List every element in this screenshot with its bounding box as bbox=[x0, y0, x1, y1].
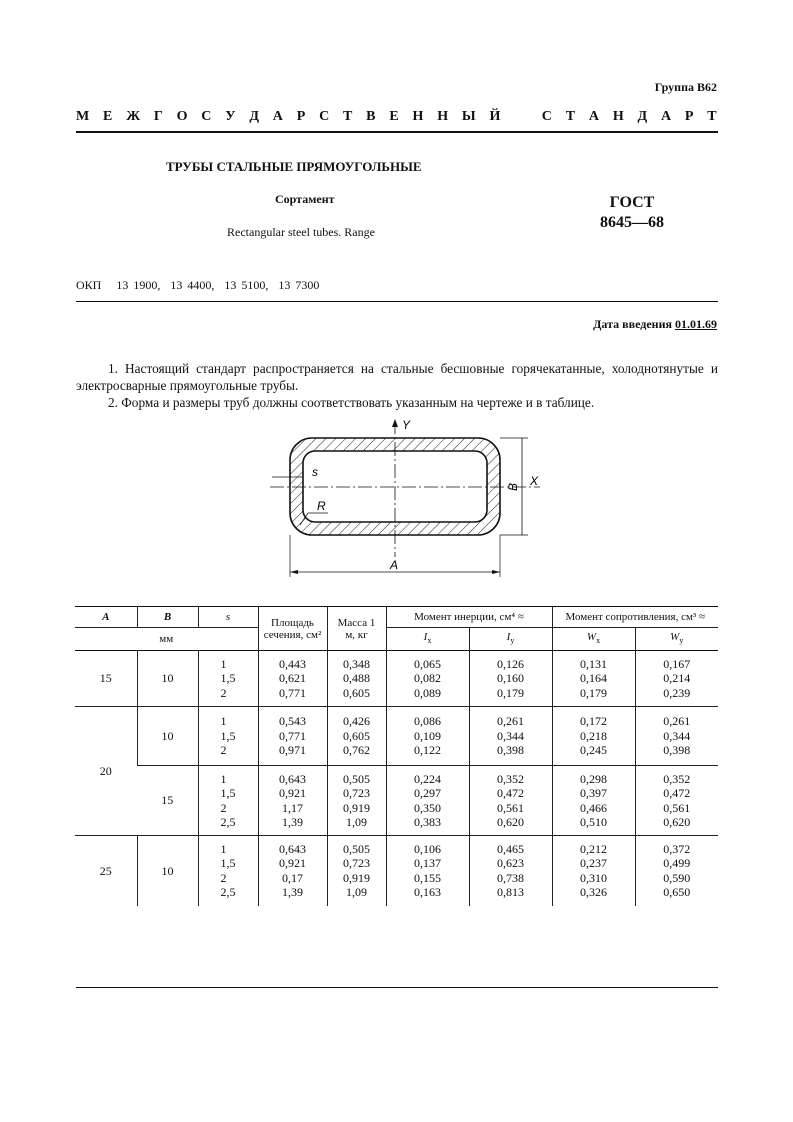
heading-letter: А bbox=[588, 109, 599, 124]
cell-mass: 0,505 0,723 0,919 1,09 bbox=[327, 766, 386, 836]
english-title: Rectangular steel tubes. Range bbox=[227, 225, 375, 239]
heading-letter: Р bbox=[296, 109, 306, 124]
cell-ix: 0,224 0,297 0,350 0,383 bbox=[386, 766, 469, 836]
cell-wx: 0,298 0,397 0,466 0,510 bbox=[552, 766, 635, 836]
cell-s: 1 1,5 2 bbox=[198, 651, 258, 707]
heading-letter: Й bbox=[489, 109, 501, 124]
heading-letter: Р bbox=[684, 109, 694, 124]
cell-wy: 0,372 0,499 0,590 0,650 bbox=[635, 836, 718, 906]
table-row bbox=[75, 836, 718, 906]
header-area: Площадь сечения, см² bbox=[258, 607, 327, 651]
heading-letter: Ж bbox=[126, 109, 141, 124]
dimensions-table bbox=[75, 606, 718, 906]
cell-iy: 0,126 0,160 0,179 bbox=[469, 651, 552, 707]
header-a: A bbox=[102, 611, 110, 623]
group-code: Группа В62 bbox=[654, 80, 717, 94]
gost-code: 8645—68 bbox=[600, 214, 664, 231]
cell-iy: 0,352 0,472 0,561 0,620 bbox=[469, 766, 552, 836]
heading-letter: Т bbox=[343, 109, 353, 124]
cell-b: 15 bbox=[137, 766, 198, 836]
heading-letter: Н bbox=[612, 109, 624, 124]
cell-a: 20 bbox=[99, 763, 112, 778]
gost-label: ГОСТ bbox=[609, 194, 655, 211]
cell-wy: 0,261 0,344 0,398 bbox=[635, 707, 718, 766]
cell-mass: 0,426 0,605 0,762 bbox=[327, 707, 386, 766]
heading-letter: Н bbox=[437, 109, 449, 124]
cell-ix: 0,065 0,082 0,089 bbox=[386, 651, 469, 707]
header-inertia: Момент инерции, см⁴ ≈ bbox=[386, 607, 552, 628]
paragraph-1: 1. Настоящий стандарт распространяется на стальные бесшовные горячекатанные, холоднотянутые и электросварные прямоугольные трубы. bbox=[76, 361, 718, 393]
cell-b: 10 bbox=[137, 836, 198, 906]
cell-wx: 0,212 0,237 0,310 0,326 bbox=[552, 836, 635, 906]
standard-type-heading bbox=[76, 109, 717, 125]
heading-letter: Д bbox=[637, 109, 648, 124]
cell-area: 0,643 0,921 0,17 1,39 bbox=[258, 836, 327, 906]
cell-iy: 0,465 0,623 0,738 0,813 bbox=[469, 836, 552, 906]
header-units-mm: мм bbox=[75, 628, 258, 651]
heading-letter: С bbox=[319, 109, 330, 124]
header-ix: $I_x$ bbox=[386, 628, 469, 651]
paragraph-2: 2. Форма и размеры труб должны соответствовать указанным на чертеже и в таблице. bbox=[108, 395, 595, 410]
heading-letter: У bbox=[225, 109, 236, 124]
cell-ix: 0,106 0,137 0,155 0,163 bbox=[386, 836, 469, 906]
label-b: B bbox=[506, 482, 520, 491]
cell-area: 0,643 0,921 1,17 1,39 bbox=[258, 766, 327, 836]
cell-area: 0,443 0,621 0,771 bbox=[258, 651, 327, 707]
heading-letter: Д bbox=[249, 109, 259, 124]
tube-cross-section-drawing bbox=[260, 415, 560, 585]
divider bbox=[76, 131, 718, 133]
cell-ix: 0,086 0,109 0,122 bbox=[386, 707, 469, 766]
heading-letter: М bbox=[76, 109, 90, 124]
cell-s: 1 1,5 2 2,5 bbox=[198, 836, 258, 906]
header-mass: Масса 1 м, кг bbox=[327, 607, 386, 651]
cell-a: 15 bbox=[99, 671, 112, 686]
heading-letter: Ы bbox=[461, 109, 476, 124]
cell-s: 1 1,5 2 2,5 bbox=[198, 766, 258, 836]
header-wy: $W_y$ bbox=[635, 628, 718, 651]
document-title: ТРУБЫ СТАЛЬНЫЕ ПРЯМОУГОЛЬНЫЕ bbox=[166, 159, 422, 174]
label-x: X bbox=[530, 474, 539, 488]
heading-letter: Г bbox=[153, 109, 163, 124]
heading-letter: Н bbox=[412, 109, 424, 124]
heading-letter: А bbox=[272, 109, 283, 124]
cell-wy: 0,352 0,472 0,561 0,620 bbox=[635, 766, 718, 836]
effective-date bbox=[593, 317, 717, 332]
header-resistance: Момент сопротивления, см³ ≈ bbox=[552, 607, 718, 628]
header-wx: $W_x$ bbox=[552, 628, 635, 651]
header-s: s bbox=[198, 607, 258, 628]
cell-iy: 0,261 0,344 0,398 bbox=[469, 707, 552, 766]
okp-codes: ОКП 13 1900, 13 4400, 13 5100, 13 7300 bbox=[76, 278, 320, 292]
table-row bbox=[75, 766, 718, 836]
divider bbox=[76, 301, 718, 302]
heading-letter: В bbox=[366, 109, 376, 124]
cell-wx: 0,131 0,164 0,179 bbox=[552, 651, 635, 707]
label-a: A bbox=[390, 558, 399, 572]
heading-letter: О bbox=[176, 109, 188, 124]
divider bbox=[76, 987, 718, 988]
heading-letter: А bbox=[660, 109, 672, 124]
cell-area: 0,543 0,771 0,971 bbox=[258, 707, 327, 766]
heading-letter: Т bbox=[707, 109, 717, 124]
gost-number bbox=[600, 193, 664, 233]
date-label: Дата введения bbox=[593, 317, 675, 331]
cell-b: 10 bbox=[137, 651, 198, 707]
cell-wy: 0,167 0,214 0,239 bbox=[635, 651, 718, 707]
heading-letter: Е bbox=[103, 109, 113, 124]
cell-b: 10 bbox=[137, 707, 198, 766]
header-b: B bbox=[137, 607, 198, 628]
cell-mass: 0,348 0,488 0,605 bbox=[327, 651, 386, 707]
cell-mass: 0,505 0,723 0,919 1,09 bbox=[327, 836, 386, 906]
heading-letter: С bbox=[201, 109, 212, 124]
cell-a: 25 bbox=[99, 863, 112, 878]
heading-letter: Е bbox=[389, 109, 399, 124]
label-s: s bbox=[312, 465, 318, 479]
table-row bbox=[75, 707, 718, 766]
header-iy: $I_y$ bbox=[469, 628, 552, 651]
document-subtitle: Сортамент bbox=[275, 192, 335, 206]
date-value: 01.01.69 bbox=[675, 317, 717, 331]
heading-letter: С bbox=[541, 109, 552, 124]
table-row bbox=[75, 651, 718, 707]
label-y: Y bbox=[402, 418, 411, 432]
cell-wx: 0,172 0,218 0,245 bbox=[552, 707, 635, 766]
heading-letter: Т bbox=[565, 109, 576, 124]
label-r: R bbox=[317, 499, 326, 513]
cell-s: 1 1,5 2 bbox=[198, 707, 258, 766]
